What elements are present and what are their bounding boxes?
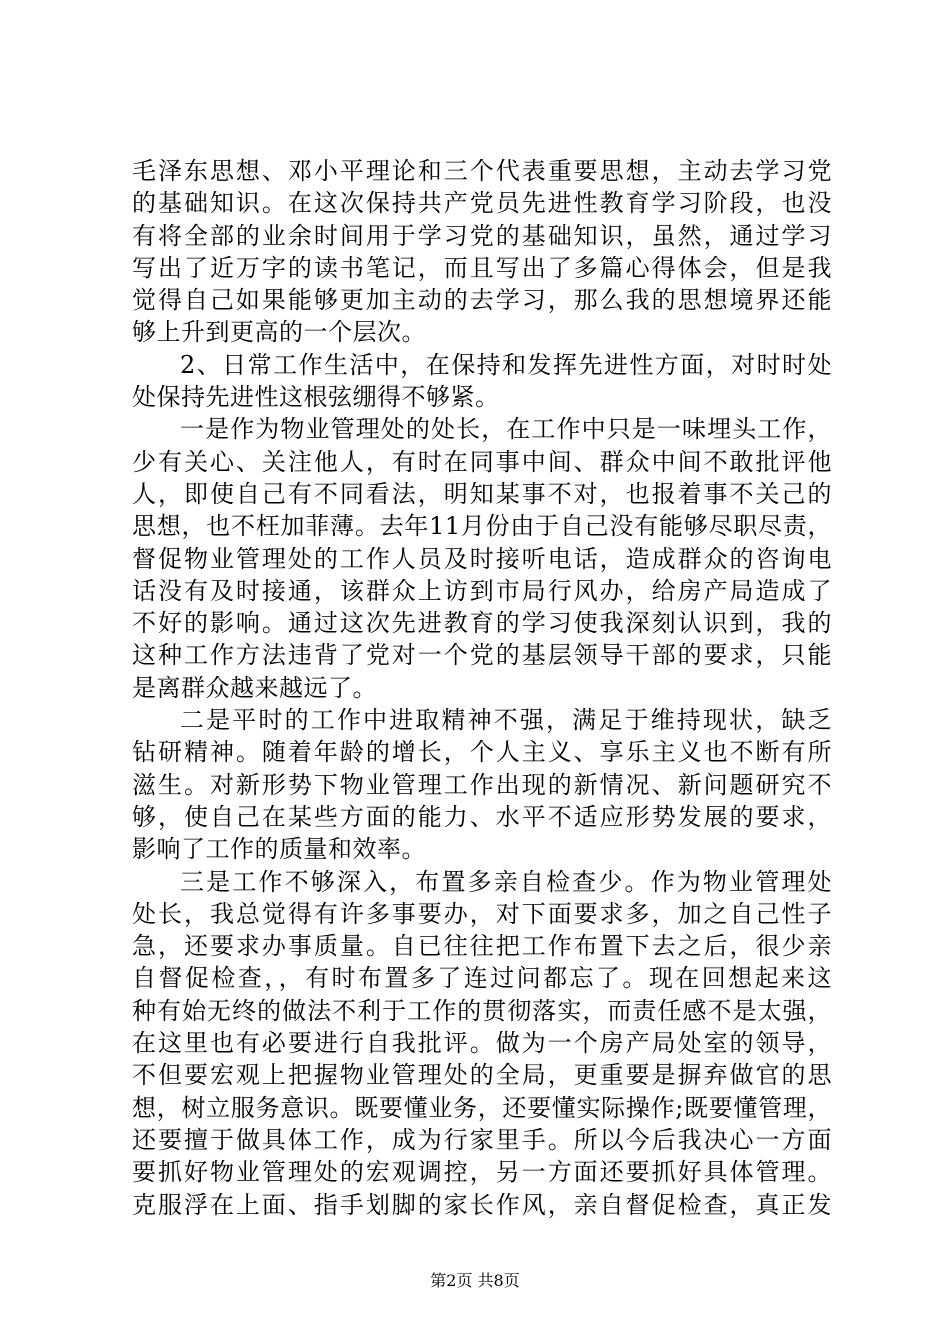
text-line: 这种工作方法违背了党对一个党的基层领导干部的要求，只能 <box>132 641 832 670</box>
text-line: 二是平时的工作中进取精神不强，满足于维持现状，缺乏 <box>180 706 832 735</box>
text-line: 不但要宏观上把握物业管理处的全局，更重要是摒弃做官的思 <box>132 1061 832 1090</box>
text-line: 三是工作不够深入，布置多亲自检查少。作为物业管理处 <box>180 867 832 896</box>
text-line: 还要擅于做具体工作，成为行家里手。所以今后我决心一方面 <box>132 1125 832 1154</box>
text-line: 够，使自己在某些方面的能力、水平不适应形势发展的要求， <box>132 802 832 831</box>
text-line: 克服浮在上面、指手划脚的家长作风，亲自督促检查，真正发 <box>132 1190 832 1219</box>
text-line: 钻研精神。随着年龄的增长，个人主义、享乐主义也不断有所 <box>132 738 832 767</box>
text-line: 一是作为物业管理处的处长，在工作中只是一味埋头工作， <box>180 415 832 444</box>
text-line: 想，树立服务意识。既要懂业务，还要懂实际操作;既要懂管理， <box>132 1093 832 1122</box>
text-line: 话没有及时接通，该群众上访到市局行风办，给房产局造成了 <box>132 576 832 605</box>
text-line: 急，还要求办事质量。自已往往把工作布置下去之后，很少亲 <box>132 932 832 961</box>
text-line: 不好的影响。通过这次先进教育的学习使我深刻认识到，我的 <box>132 609 832 638</box>
text-line: 影响了工作的质量和效率。 <box>132 835 426 864</box>
text-line: 少有关心、关注他人，有时在同事中间、群众中间不敢批评他 <box>132 447 832 476</box>
text-line: 督促物业管理处的工作人员及时接听电话，造成群众的咨询电 <box>132 544 832 573</box>
text-line: 人，即使自己有不同看法，明知某事不对，也报着事不关己的 <box>132 479 832 508</box>
text-line: 够上升到更高的一个层次。 <box>132 318 426 347</box>
page-number-footer: 第2页 共8页 <box>430 1271 520 1290</box>
text-line: 要抓好物业管理处的宏观调控，另一方面还要抓好具体管理。 <box>132 1158 832 1187</box>
text-line: 毛泽东思想、邓小平理论和三个代表重要思想，主动去学习党 <box>132 157 832 185</box>
text-line: 的基础知识。在这次保持共产党员先进性教育学习阶段，也没 <box>132 189 832 218</box>
document-body <box>132 155 832 1221</box>
text-line: 自督促检查，，有时布置多了连过问都忘了。现在回想起来这 <box>132 964 832 993</box>
text-line: 滋生。对新形势下物业管理工作出现的新情况、新问题研究不 <box>132 770 832 799</box>
text-line: 种有始无终的做法不利于工作的贯彻落实，而责任感不是太强， <box>132 996 832 1025</box>
text-line: 处长，我总觉得有许多事要办，对下面要求多，加之自己性子 <box>132 899 832 928</box>
text-line: 2、日常工作生活中，在保持和发挥先进性方面，对时时处 <box>180 350 832 379</box>
text-line: 是离群众越来越远了。 <box>132 673 377 702</box>
text-line: 觉得自己如果能够更加主动的去学习，那么我的思想境界还能 <box>132 286 832 315</box>
text-line: 写出了近万字的读书笔记，而且写出了多篇心得体会，但是我 <box>132 253 832 282</box>
text-line: 处保持先进性这根弦绷得不够紧。 <box>132 383 500 412</box>
text-line: 在这里也有必要进行自我批评。做为一个房产局处室的领导， <box>132 1029 832 1058</box>
text-line: 思想，也不枉加菲薄。去年11月份由于自己没有能够尽职尽责， <box>132 512 832 541</box>
text-line: 有将全部的业余时间用于学习党的基础知识，虽然，通过学习 <box>132 221 832 250</box>
